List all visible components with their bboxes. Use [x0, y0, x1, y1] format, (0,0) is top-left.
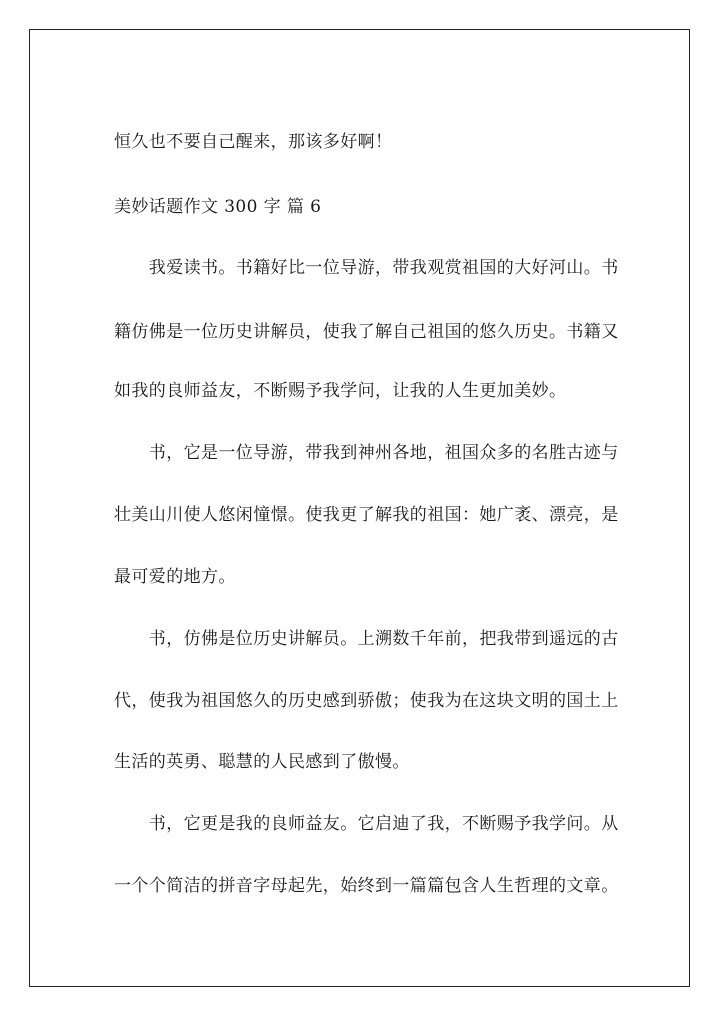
paragraph-2-line-2: 壮美山川使人悠闲憧憬。使我更了解我的祖国：她广袤、漂亮，是 [114, 505, 619, 525]
paragraph-4-line-2: 一个个简洁的拼音字母起先，始终到一篇篇包含人生哲理的文章。 [114, 876, 619, 896]
paragraph-1-line-3: 如我的良师益友，不断赐予我学问，让我的人生更加美妙。 [114, 381, 567, 401]
paragraph-3-line-1: 书，仿佛是位历史讲解员。上溯数千年前，把我带到遥远的古 [114, 629, 619, 649]
paragraph-3-line-2: 代，使我为祖国悠久的历史感到骄傲；使我为在这块文明的国土上 [114, 691, 619, 711]
paragraph-4-line-1: 书，它更是我的良师益友。它启迪了我，不断赐予我学问。从 [114, 814, 619, 834]
paragraph-3-line-3: 生活的英勇、聪慧的人民感到了傲慢。 [114, 752, 410, 772]
essay-heading: 美妙话题作文 300 字 篇 6 [114, 197, 322, 217]
paragraph-1-line-2: 籍仿佛是一位历史讲解员，使我了解自己祖国的悠久历史。书籍又 [114, 322, 619, 342]
text-line-closing: 恒久也不要自己醒来，那该多好啊！ [114, 132, 393, 152]
paragraph-2-line-3: 最可爱的地方。 [114, 567, 236, 587]
paragraph-1-line-1: 我爱读书。书籍好比一位导游，带我观赏祖国的大好河山。书 [114, 258, 619, 278]
paragraph-2-line-1: 书，它是一位导游，带我到神州各地，祖国众多的名胜古迹与 [114, 443, 619, 463]
